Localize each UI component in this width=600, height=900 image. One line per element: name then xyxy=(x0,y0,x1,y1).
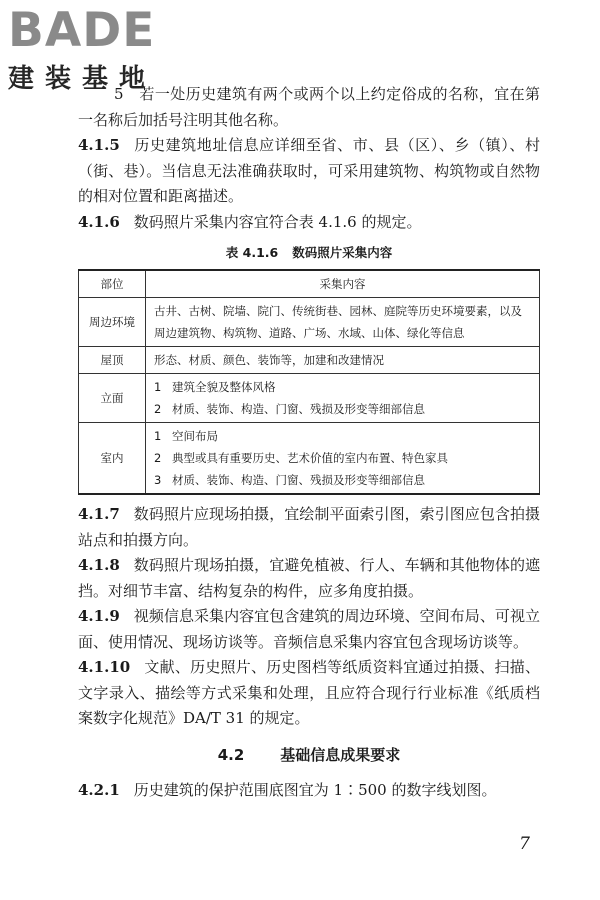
clause-number: 4.1.10 xyxy=(78,658,131,676)
clause-text: 历史建筑地址信息应详细至省、市、县（区）、乡（镇）、村（街、巷）。当信息无法准确获取时，可采用建筑物、构筑物或自然物的相对位置和距离描述。 xyxy=(78,136,540,205)
clause-text: 数码照片应现场拍摄，宜绘制平面索引图，索引图应包含拍摄站点和拍摄方向。 xyxy=(78,505,540,549)
header-content: 采集内容 xyxy=(146,270,540,298)
clause-item-5 xyxy=(78,82,540,133)
document-page xyxy=(78,82,540,804)
clause-4-2-1 xyxy=(78,778,540,804)
clause-number: 4.1.7 xyxy=(78,505,120,523)
clause-number: 4.1.5 xyxy=(78,136,120,154)
table-row xyxy=(79,298,540,347)
clause-text: 历史建筑的保护范围底图宜为 1∶500 的数字线划图。 xyxy=(133,781,497,799)
logo-subtitle: 建装基地 xyxy=(8,64,157,94)
row-part: 屋顶 xyxy=(79,347,146,374)
list-item: 2 典型或具有重要历史、艺术价值的室内布置、特色家具 xyxy=(154,451,448,465)
table-title: 数码照片采集内容 xyxy=(292,245,393,260)
table-number: 表 4.1.6 xyxy=(225,245,279,260)
clause-number: 4.1.9 xyxy=(78,607,120,625)
list-item: 1 空间布局 xyxy=(154,429,218,443)
table-caption xyxy=(78,244,540,262)
clause-text: 视频信息采集内容宜包含建筑的周边环境、空间布局、可视立面、使用情况、现场访谈等。音频信息采集内容宜包含现场访谈等。 xyxy=(78,607,540,651)
row-part: 室内 xyxy=(79,423,146,495)
section-number: 4.2 xyxy=(217,745,245,764)
section-title: 基础信息成果要求 xyxy=(280,745,401,764)
row-content xyxy=(146,423,540,495)
row-content: 古井、古树、院墙、院门、传统街巷、园林、庭院等历史环境要素，以及周边建筑物、构筑物、道路、广场、水域、山体、绿化等信息 xyxy=(146,298,540,347)
clause-4-1-9 xyxy=(78,604,540,655)
clause-text: 5 若一处历史建筑有两个或两个以上约定俗成的名称，宜在第一名称后加括号注明其他名称。 xyxy=(78,85,540,129)
list-item: 1 建筑全貌及整体风格 xyxy=(154,380,276,394)
table-row xyxy=(79,374,540,423)
clause-text: 数码照片现场拍摄，宜避免植被、行人、车辆和其他物体的遮挡。对细节丰富、结构复杂的构件，应多角度拍摄。 xyxy=(78,556,540,600)
clause-text: 文献、历史照片、历史图档等纸质资料宜通过拍摄、扫描、文字录入、描绘等方式采集和处理，且应符合现行行业标准《纸质档案数字化规范》DA/T 31 的规定。 xyxy=(78,658,540,727)
photo-content-table xyxy=(78,269,540,495)
header-part: 部位 xyxy=(79,270,146,298)
list-item: 3 材质、装饰、构造、门窗、残损及形变等细部信息 xyxy=(154,473,425,487)
page-number: 7 xyxy=(519,834,530,854)
clause-4-1-6 xyxy=(78,210,540,236)
brand-logo xyxy=(8,3,178,94)
table-header-row xyxy=(79,270,540,298)
row-content xyxy=(146,374,540,423)
logo-wordmark: BADE xyxy=(8,3,156,58)
row-content: 形态、材质、颜色、装饰等，加建和改建情况 xyxy=(146,347,540,374)
section-heading xyxy=(78,743,540,769)
clause-number: 4.1.8 xyxy=(78,556,120,574)
table-row xyxy=(79,347,540,374)
clause-number: 4.1.6 xyxy=(78,212,120,231)
list-item: 2 材质、装饰、构造、门窗、残损及形变等细部信息 xyxy=(154,402,425,416)
clause-text: 数码照片采集内容宜符合表 4.1.6 的规定。 xyxy=(133,212,422,231)
row-part: 周边环境 xyxy=(79,298,146,347)
clause-number: 4.2.1 xyxy=(78,781,120,799)
clause-4-1-8 xyxy=(78,553,540,604)
clause-4-1-5 xyxy=(78,133,540,210)
row-part: 立面 xyxy=(79,374,146,423)
clause-4-1-10 xyxy=(78,655,540,732)
clause-4-1-7 xyxy=(78,502,540,553)
table-row xyxy=(79,423,540,495)
